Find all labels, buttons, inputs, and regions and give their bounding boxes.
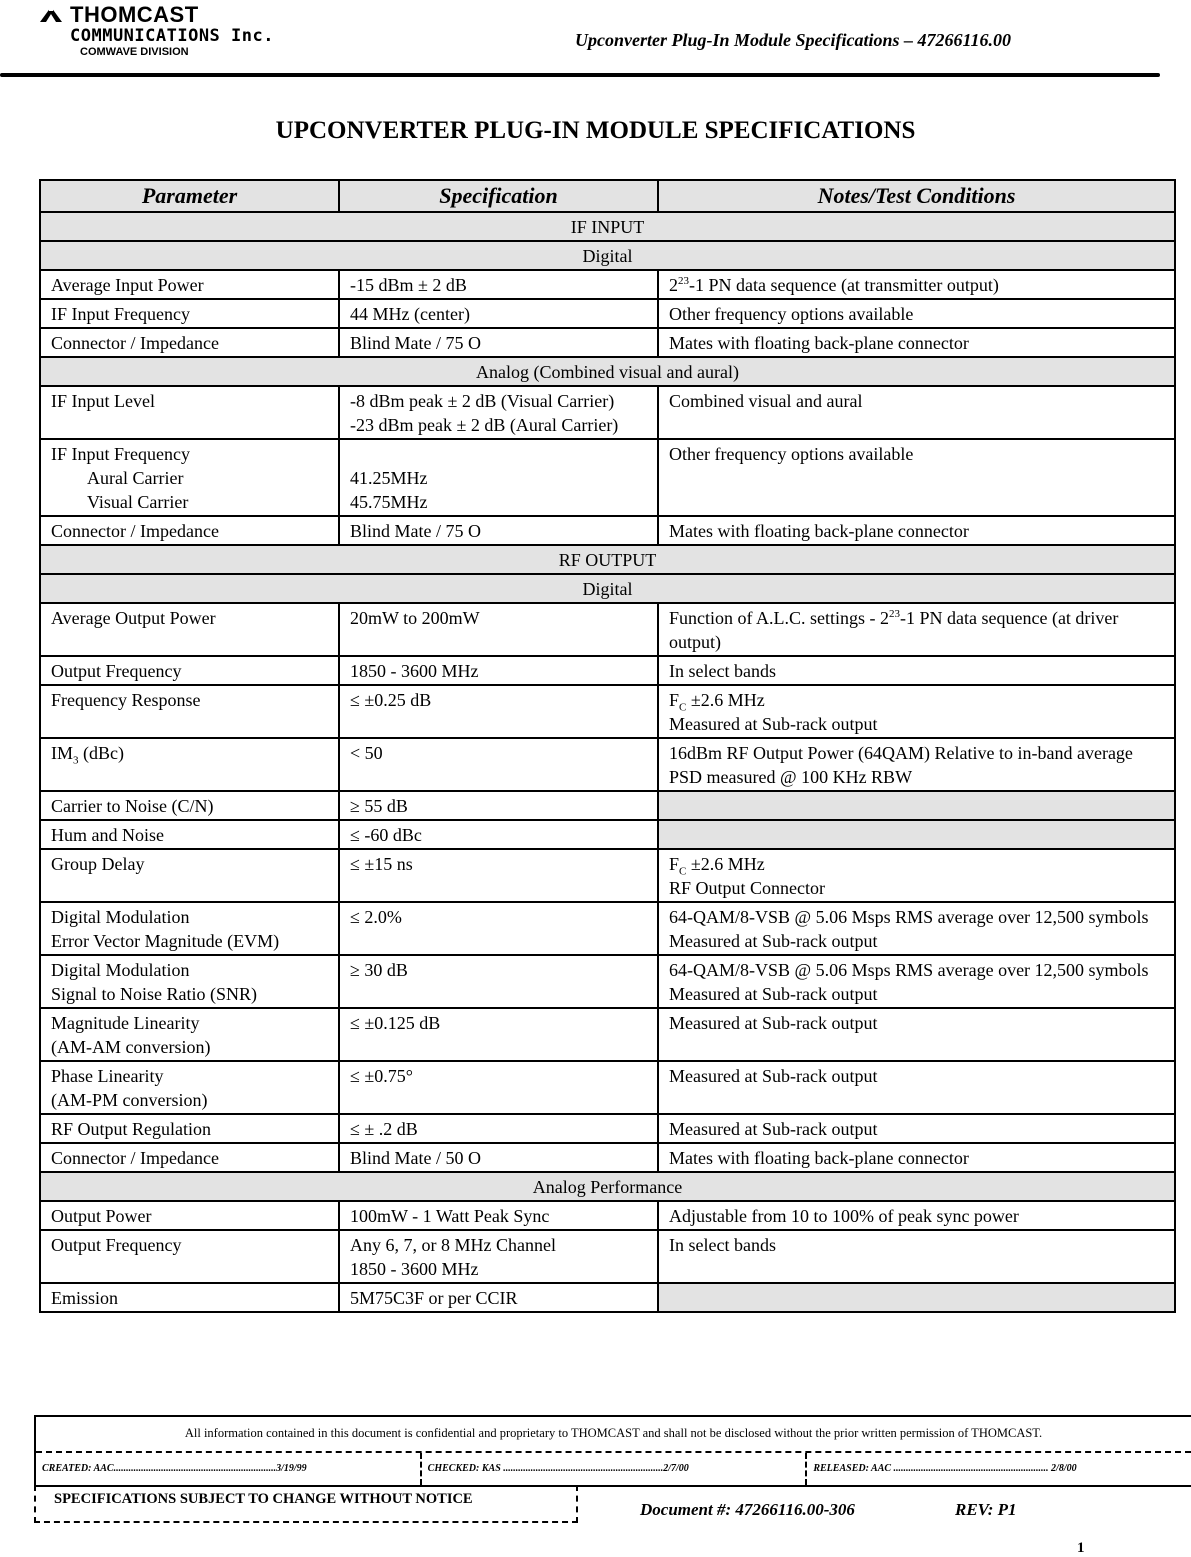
spec-cell: < 50 xyxy=(339,738,658,791)
spec-cell: ≤ ±0.125 dB xyxy=(339,1008,658,1061)
param-cell: RF Output Regulation xyxy=(40,1114,339,1143)
spec-cell: Blind Mate / 50 O xyxy=(339,1143,658,1172)
note-cell xyxy=(658,820,1175,849)
param-cell: Connector / Impedance xyxy=(40,1143,339,1172)
company-logo xyxy=(38,2,274,58)
subsection-rf-digital: Digital xyxy=(40,574,1175,603)
table-row xyxy=(40,328,1175,357)
table-row xyxy=(40,386,1175,439)
page-number: 1 xyxy=(1077,1540,1085,1556)
note-cell: 16dBm RF Output Power (64QAM) Relative to in-band average PSD measured @ 100 KHz RBW xyxy=(658,738,1175,791)
subsection-if-analog: Analog (Combined visual and aural) xyxy=(40,357,1175,386)
note-cell: Measured at Sub-rack output xyxy=(658,1008,1175,1061)
note-cell: Combined visual and aural xyxy=(658,386,1175,439)
param-cell: Magnitude Linearity (AM-AM conversion) xyxy=(40,1008,339,1061)
table-row xyxy=(40,820,1175,849)
table-row xyxy=(40,791,1175,820)
subsection-rf-analog: Analog Performance xyxy=(40,1172,1175,1201)
note-cell: Mates with floating back-plane connector xyxy=(658,328,1175,357)
column-header-notes: Notes/Test Conditions xyxy=(658,180,1175,212)
table-row xyxy=(40,1143,1175,1172)
division-name: COMWAVE DIVISION xyxy=(80,46,189,58)
table-row xyxy=(40,955,1175,1008)
param-cell: Digital Modulation Signal to Noise Ratio (SNR) xyxy=(40,955,339,1008)
spec-cell: -15 dBm ± 2 dB xyxy=(339,270,658,299)
table-row xyxy=(40,1114,1175,1143)
thomcast-logo-icon xyxy=(38,6,64,24)
note-cell xyxy=(658,791,1175,820)
param-cell: IF Input Frequency Aural Carrier Visual Carrier xyxy=(40,439,339,516)
param-cell: Output Frequency xyxy=(40,656,339,685)
section-if-input: IF INPUT xyxy=(40,212,1175,241)
table-row xyxy=(40,1061,1175,1114)
spec-cell: Blind Mate / 75 O xyxy=(339,328,658,357)
param-cell: Average Output Power xyxy=(40,603,339,656)
note-cell: Function of A.L.C. settings - $2^{23}-1$ PN data sequence (at driver output) xyxy=(658,603,1175,656)
table-row xyxy=(40,849,1175,902)
spec-cell: ≤ ± .2 dB xyxy=(339,1114,658,1143)
note-cell: Other frequency options available xyxy=(658,439,1175,516)
note-cell: Adjustable from 10 to 100% of peak sync power xyxy=(658,1201,1175,1230)
subsection-if-digital: Digital xyxy=(40,241,1175,270)
param-cell: Emission xyxy=(40,1283,339,1312)
company-subname: COMMUNICATIONS Inc. xyxy=(70,26,274,46)
spec-cell: -8 dBm peak ± 2 dB (Visual Carrier) -23 dBm peak ± 2 dB (Aural Carrier) xyxy=(339,386,658,439)
page-title: UPCONVERTER PLUG-IN MODULE SPECIFICATIONS xyxy=(275,117,916,144)
param-cell: Average Input Power xyxy=(40,270,339,299)
revision: REV: P1 xyxy=(955,1500,1017,1519)
table-row xyxy=(40,1283,1175,1312)
column-header-parameter: Parameter xyxy=(40,180,339,212)
section-rf-output: RF OUTPUT xyxy=(40,545,1175,574)
note-cell: Mates with floating back-plane connector xyxy=(658,516,1175,545)
note-cell: Other frequency options available xyxy=(658,299,1175,328)
note-cell: Mates with floating back-plane connector xyxy=(658,1143,1175,1172)
note-cell: In select bands xyxy=(658,1230,1175,1283)
header-rule xyxy=(0,73,1160,77)
param-cell: Carrier to Noise (C/N) xyxy=(40,791,339,820)
note-cell: Measured at Sub-rack output xyxy=(658,1114,1175,1143)
param-cell: IF Input Frequency xyxy=(40,299,339,328)
note-cell: 64-QAM/8-VSB @ 5.06 Msps RMS average over 12,500 symbols Measured at Sub-rack output xyxy=(658,955,1175,1008)
param-cell: Digital Modulation Error Vector Magnitude (EVM) xyxy=(40,902,339,955)
param-cell: Phase Linearity (AM-PM conversion) xyxy=(40,1061,339,1114)
column-header-specification: Specification xyxy=(339,180,658,212)
param-cell: Connector / Impedance xyxy=(40,516,339,545)
note-cell: $2^{23}-1$ PN data sequence (at transmitter output) xyxy=(658,270,1175,299)
footer-box xyxy=(34,1415,1191,1487)
company-name: THOMCAST xyxy=(70,2,199,27)
param-cell: Output Frequency xyxy=(40,1230,339,1283)
spec-cell: Blind Mate / 75 O xyxy=(339,516,658,545)
table-row xyxy=(40,1008,1175,1061)
table-row xyxy=(40,516,1175,545)
change-notice: SPECIFICATIONS SUBJECT TO CHANGE WITHOUT NOTICE xyxy=(34,1485,578,1523)
param-cell: Hum and Noise xyxy=(40,820,339,849)
spec-cell: Any 6, 7, or 8 MHz Channel 1850 - 3600 MHz xyxy=(339,1230,658,1283)
spec-cell: 5M75C3F or per CCIR xyxy=(339,1283,658,1312)
table-row xyxy=(40,738,1175,791)
table-row xyxy=(40,902,1175,955)
spec-cell: ≤ ±15 ns xyxy=(339,849,658,902)
note-cell: $F_C \pm 2.6$ MHz RF Output Connector xyxy=(658,849,1175,902)
table-row xyxy=(40,439,1175,516)
spec-cell: ≤ -60 dBc xyxy=(339,820,658,849)
spec-table xyxy=(39,179,1176,1313)
released-info: RELEASED: AAC .............................................................. 2/8/00 xyxy=(813,1463,1077,1474)
table-row xyxy=(40,685,1175,738)
spec-cell: 1850 - 3600 MHz xyxy=(339,656,658,685)
table-row xyxy=(40,299,1175,328)
note-cell xyxy=(658,1283,1175,1312)
param-cell: $IM_3$ (dBc) xyxy=(40,738,339,791)
param-cell: Group Delay xyxy=(40,849,339,902)
spec-cell: 20mW to 200mW xyxy=(339,603,658,656)
document-number: Document #: 47266116.00-306 xyxy=(640,1500,855,1519)
spec-cell: 41.25MHz 45.75MHz xyxy=(339,439,658,516)
spec-cell: ≤ 2.0% xyxy=(339,902,658,955)
table-row xyxy=(40,603,1175,656)
param-cell: Connector / Impedance xyxy=(40,328,339,357)
spec-cell: 100mW - 1 Watt Peak Sync xyxy=(339,1201,658,1230)
table-row xyxy=(40,1230,1175,1283)
header-title: Upconverter Plug-In Module Specifications – 47266116.00 xyxy=(575,30,1011,50)
spec-cell: ≥ 55 dB xyxy=(339,791,658,820)
checked-info: CHECKED: KAS ................................................................2/7/00 xyxy=(422,1453,808,1485)
note-cell: Measured at Sub-rack output xyxy=(658,1061,1175,1114)
param-cell: Frequency Response xyxy=(40,685,339,738)
table-row xyxy=(40,1201,1175,1230)
confidentiality-notice: All information contained in this document is confidential and proprietary to THOMCAST and shall not be disclosed without the prior written permission of THOMCAST. xyxy=(36,1417,1191,1453)
table-row xyxy=(40,656,1175,685)
table-header-row xyxy=(40,180,1175,212)
param-cell: IF Input Level xyxy=(40,386,339,439)
spec-cell: ≤ ±0.25 dB xyxy=(339,685,658,738)
param-cell: Output Power xyxy=(40,1201,339,1230)
note-cell: $F_C \pm 2.6$ MHz Measured at Sub-rack output xyxy=(658,685,1175,738)
spec-cell: 44 MHz (center) xyxy=(339,299,658,328)
created-info: CREATED: AAC.................................................................3/19/99 xyxy=(36,1453,422,1485)
note-cell: In select bands xyxy=(658,656,1175,685)
table-row xyxy=(40,270,1175,299)
spec-cell: ≤ ±0.75° xyxy=(339,1061,658,1114)
note-cell: 64-QAM/8-VSB @ 5.06 Msps RMS average over 12,500 symbols Measured at Sub-rack output xyxy=(658,902,1175,955)
spec-cell: ≥ 30 dB xyxy=(339,955,658,1008)
